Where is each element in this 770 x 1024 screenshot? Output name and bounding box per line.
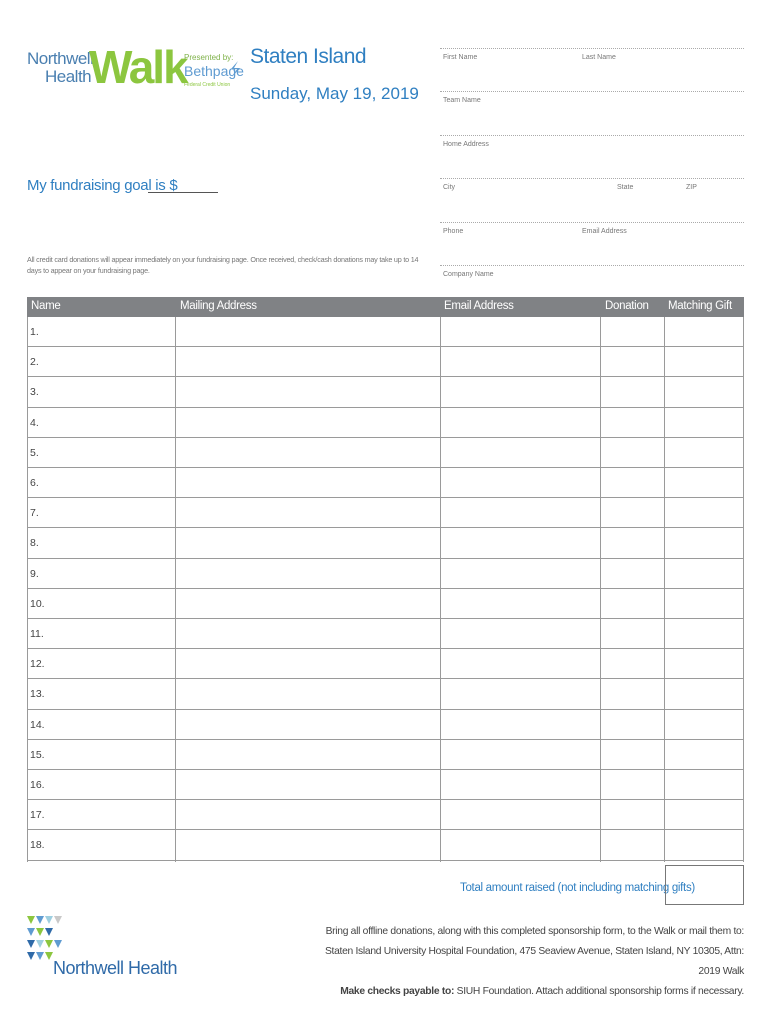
row-number: 10. [30, 597, 45, 610]
email-field[interactable]: Email Address [582, 228, 627, 235]
table-row[interactable] [27, 830, 744, 860]
sponsor-name: Bethpage [184, 63, 244, 79]
table-row[interactable] [27, 619, 744, 649]
footer-northwell-health-logo: Northwell Health [53, 958, 178, 978]
field-separator [440, 265, 744, 266]
first-name-field[interactable]: First Name [443, 54, 478, 61]
col-header-donation: Donation [605, 300, 649, 312]
last-name-field[interactable]: Last Name [582, 54, 616, 61]
total-amount-label: Total amount raised (not including matching gifts) [460, 882, 695, 894]
team-name-field[interactable]: Team Name [443, 97, 481, 104]
table-row[interactable] [27, 589, 744, 619]
table-row[interactable] [27, 408, 744, 438]
table-row[interactable] [27, 770, 744, 800]
event-location: Staten Island [250, 45, 367, 68]
fundraising-goal-label: My fundraising goal is $ [27, 177, 178, 194]
table-row[interactable] [27, 800, 744, 830]
table-row[interactable] [27, 438, 744, 468]
footer-line-3 [314, 982, 744, 1002]
table-row[interactable] [27, 347, 744, 377]
row-number: 4. [30, 416, 39, 429]
footer-line-2: Staten Island University Hospital Foundation, 475 Seaview Avenue, Staten Island, NY 10305, Attn: 2019 Walk [324, 946, 744, 977]
zip-field[interactable]: ZIP [686, 184, 697, 191]
table-row[interactable] [27, 317, 744, 347]
row-number: 12. [30, 658, 45, 671]
presented-by-text: Presented by: [184, 53, 234, 62]
row-number: 9. [30, 567, 39, 580]
table-row[interactable] [27, 679, 744, 709]
footer-line-1: Bring all offline donations, along with this completed sponsorship form, to the Walk or mail them to: [325, 926, 744, 937]
logo-health-text: Health [45, 67, 92, 86]
field-separator [440, 91, 744, 92]
company-name-field[interactable]: Company Name [443, 271, 494, 278]
logo-walk-text: Walk [89, 41, 187, 93]
table-row[interactable] [27, 377, 744, 407]
table-row[interactable] [27, 740, 744, 770]
table-row[interactable] [27, 559, 744, 589]
row-number: 13. [30, 688, 45, 701]
col-header-email-address: Email Address [444, 300, 514, 312]
field-separator [440, 135, 744, 136]
total-amount-field[interactable] [665, 865, 744, 905]
table-row[interactable] [27, 468, 744, 498]
row-number: 11. [30, 628, 44, 641]
table-row[interactable] [27, 649, 744, 679]
sponsor-subtitle: Federal Credit Union [184, 82, 231, 88]
row-number: 8. [30, 537, 39, 550]
fundraising-goal-field[interactable] [148, 192, 218, 193]
table-row[interactable] [27, 498, 744, 528]
col-header-name: Name [31, 300, 61, 312]
table-row[interactable] [27, 528, 744, 558]
northwell-walk-logo [27, 41, 244, 102]
row-number: 15. [30, 748, 45, 761]
col-header-matching-gift: Matching Gift [668, 300, 732, 312]
row-number: 2. [30, 356, 39, 369]
event-date: Sunday, May 19, 2019 [250, 84, 419, 103]
home-address-field[interactable]: Home Address [443, 141, 489, 148]
field-separator [440, 48, 744, 49]
row-number: 17. [30, 809, 45, 822]
state-field[interactable]: State [617, 184, 634, 191]
city-field[interactable]: City [443, 184, 456, 191]
donations-table-header [27, 297, 744, 317]
field-separator [440, 222, 744, 223]
phone-field[interactable]: Phone [443, 228, 464, 235]
northwell-health-wordmark [27, 50, 93, 86]
table-row[interactable] [27, 710, 744, 740]
checks-payable-text: SIUH Foundation. Attach additional sponsorship forms if necessary. [454, 986, 744, 997]
col-header-mailing-address: Mailing Address [180, 300, 257, 312]
bethpage-mark-icon [229, 60, 241, 78]
row-number: 1. [30, 326, 39, 339]
row-number: 7. [30, 507, 39, 520]
row-number: 16. [30, 779, 45, 792]
footer-instructions [314, 922, 744, 1002]
row-number: 3. [30, 386, 39, 399]
row-number: 18. [30, 839, 45, 852]
checks-payable-label: Make checks payable to: [340, 986, 455, 997]
row-number: 5. [30, 446, 39, 459]
donation-disclaimer: All credit card donations will appear immediately on your fundraising page. Once received, check/cash donations may take up to 14 days to appear on your fundraising page. [27, 255, 419, 275]
row-number: 14. [30, 718, 45, 731]
row-number: 6. [30, 477, 39, 490]
field-separator [440, 178, 744, 179]
logo-northwell-text: Northwell [27, 49, 94, 68]
